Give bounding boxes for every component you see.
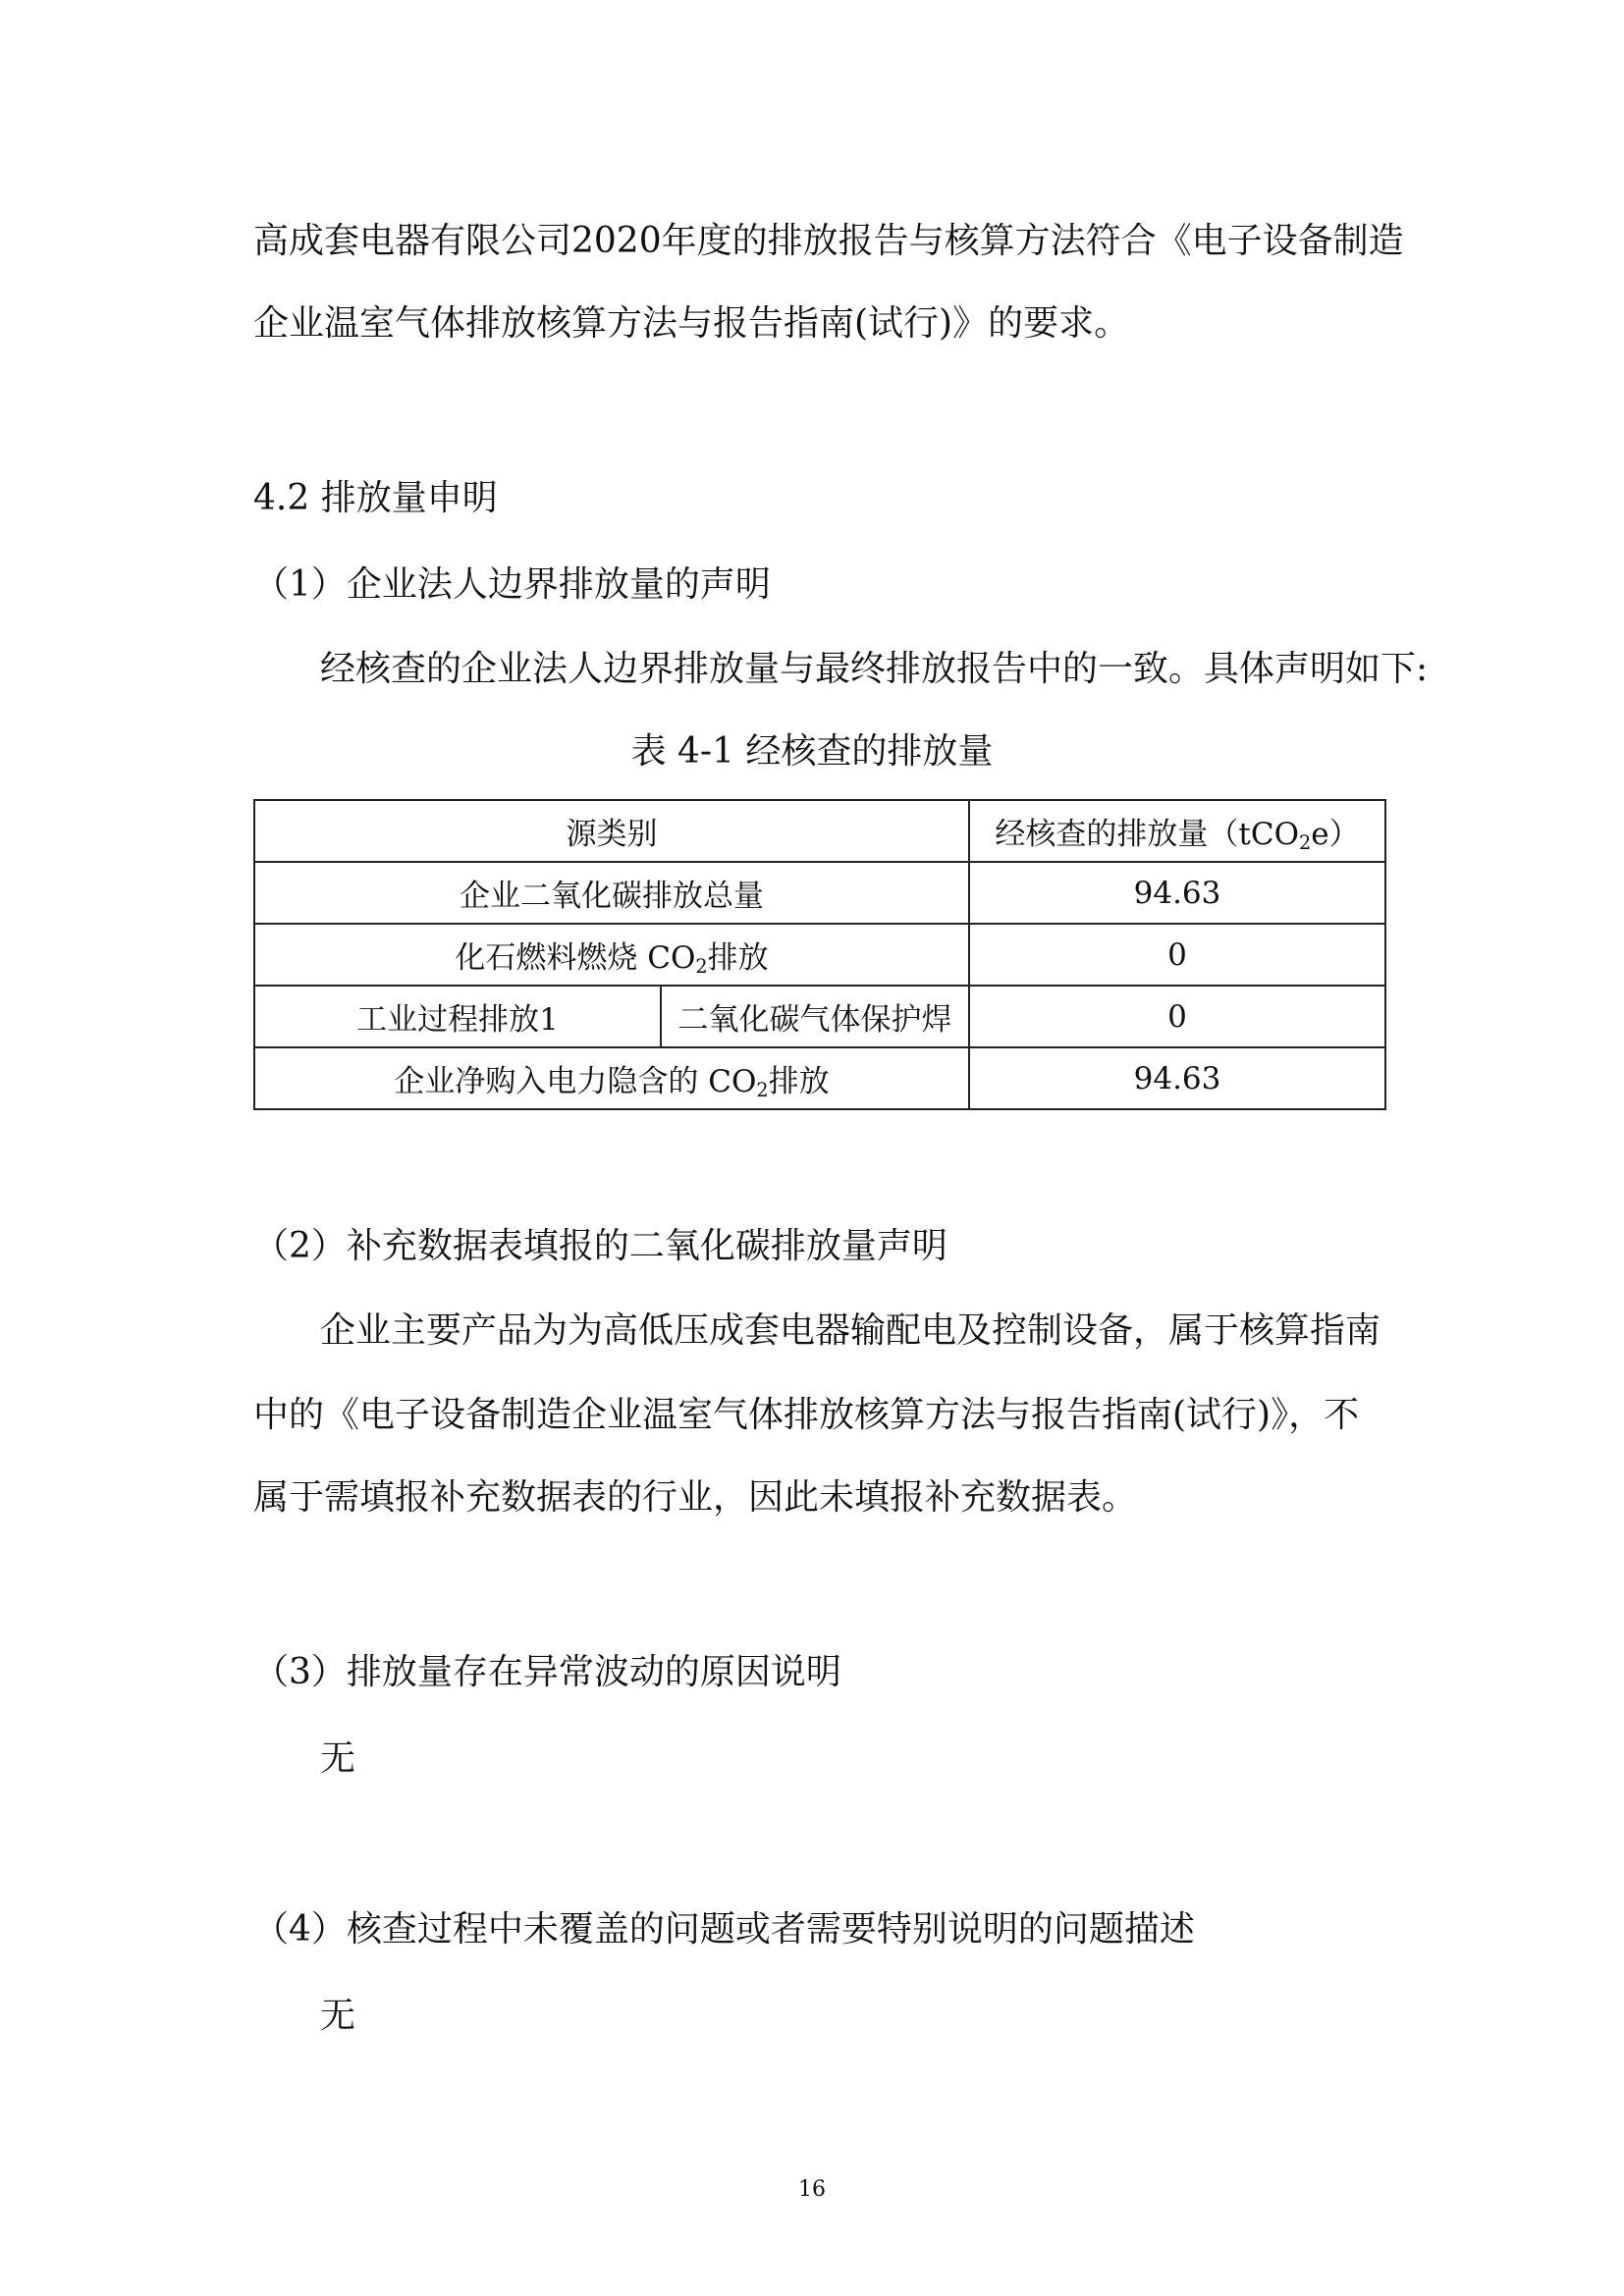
item3-heading: （3）排放量存在异常波动的原因说明 [253, 1652, 841, 1692]
intro-line-1: 高成套电器有限公司2020年度的排放报告与核算方法符合《电子设备制造 [253, 221, 1404, 261]
table-header-row [254, 800, 1385, 862]
row4-value: 94.63 [969, 1047, 1385, 1109]
item1-text: 经核查的企业法人边界排放量与最终排放报告中的一致。具体声明如下: [320, 649, 1429, 689]
table-row [254, 1047, 1385, 1109]
item1-heading: （1）企业法人边界排放量的声明 [253, 564, 771, 605]
section-heading: 4.2 排放量申明 [253, 478, 498, 518]
row1-value: 94.63 [969, 862, 1385, 924]
page-number: 16 [798, 2177, 826, 2202]
item4-text: 无 [320, 1996, 356, 2036]
intro-line-2: 企业温室气体排放核算方法与报告指南(试行)》的要求。 [253, 303, 1130, 344]
item2-heading: （2）补充数据表填报的二氧化碳排放量声明 [253, 1226, 947, 1266]
item2-line-3: 属于需填报补充数据表的行业，因此未填报补充数据表。 [253, 1477, 1138, 1518]
item2-line-2: 中的《电子设备制造企业温室气体排放核算方法与报告指南(试行)》，不 [253, 1395, 1360, 1435]
row3-label-b: 二氧化碳气体保护焊 [661, 986, 969, 1047]
item4-heading: （4）核查过程中未覆盖的问题或者需要特别说明的问题描述 [253, 1909, 1195, 1949]
table-row [254, 924, 1385, 986]
row4-label: 企业净购入电力隐含的 $CO_2$排放 [254, 1047, 969, 1109]
emissions-table [253, 799, 1386, 1110]
row1-label: 企业二氧化碳排放总量 [254, 862, 969, 924]
table-caption: 表 4-1 经核查的排放量 [630, 731, 994, 772]
row2-label: 化石燃料燃烧 $CO_2$排放 [254, 924, 969, 986]
header-source: 源类别 [254, 800, 969, 862]
row3-value: 0 [969, 986, 1385, 1047]
item2-line-1: 企业主要产品为为高低压成套电器输配电及控制设备，属于核算指南 [320, 1310, 1381, 1351]
row3-label-a: 工业过程排放1 [254, 986, 661, 1047]
table-row [254, 862, 1385, 924]
header-amount: 经核查的排放量（tCO$_2$e） [969, 800, 1385, 862]
item3-text: 无 [320, 1738, 356, 1779]
table-row [254, 986, 1385, 1047]
row2-value: 0 [969, 924, 1385, 986]
